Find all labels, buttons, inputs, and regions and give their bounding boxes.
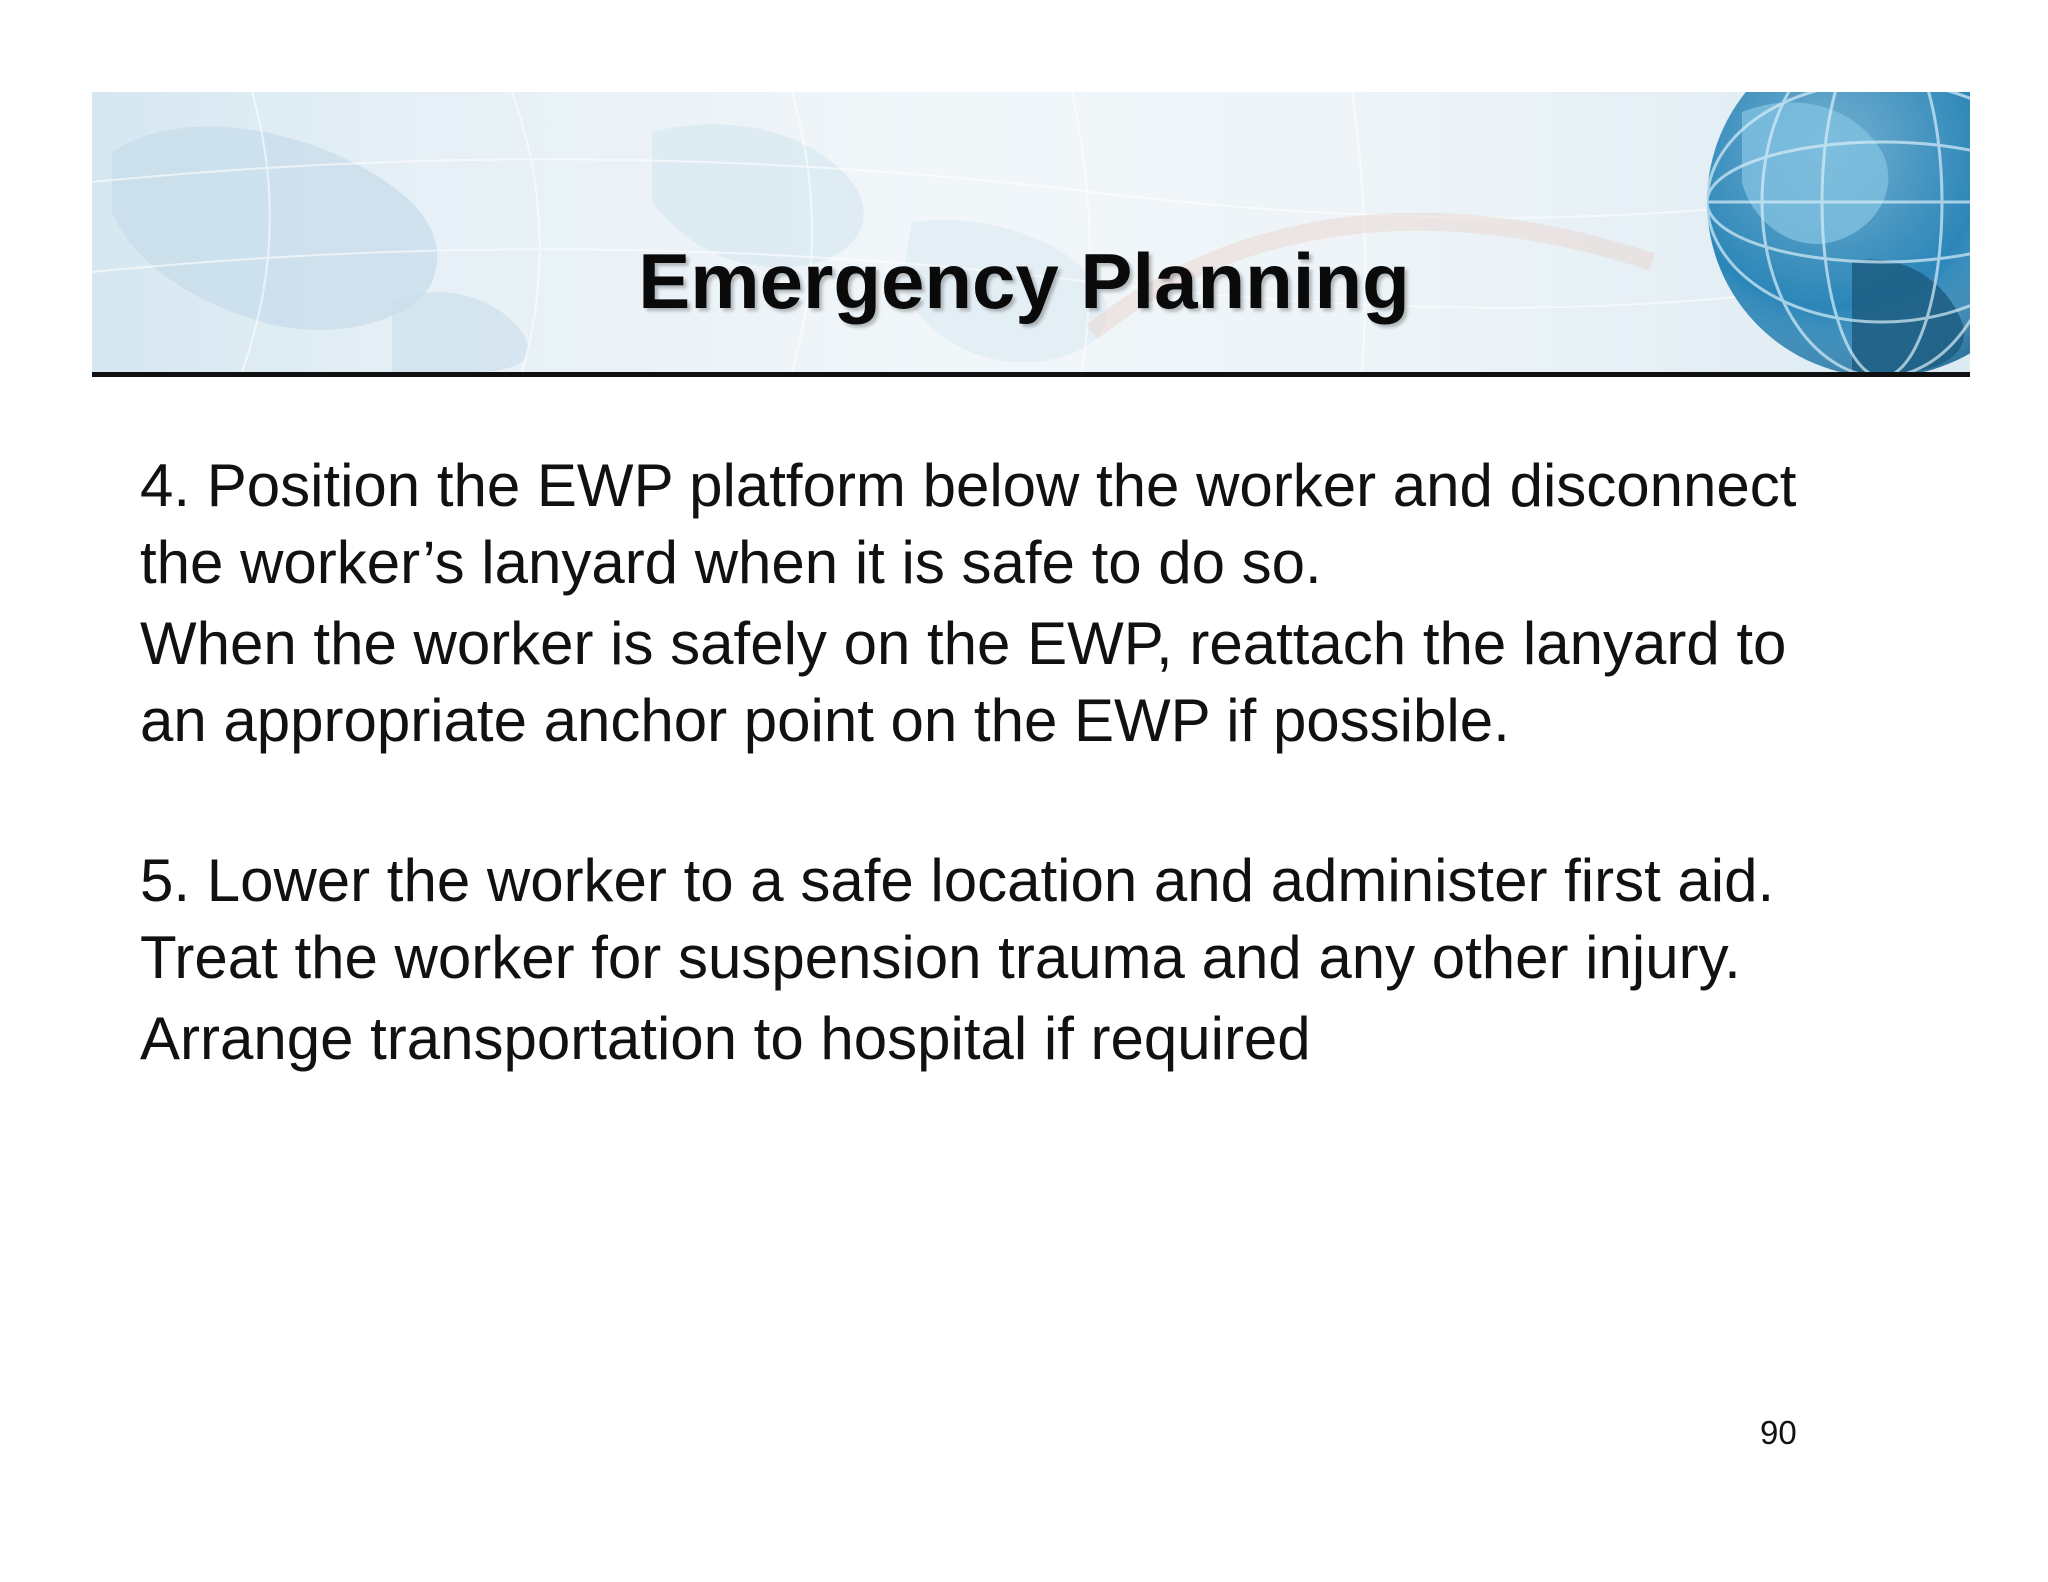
step-4-line-1: 4. Position the EWP platform below the worker and disconnect xyxy=(140,452,1797,519)
globe-icon xyxy=(1707,92,1970,372)
header-band xyxy=(92,92,1970,372)
step-4-line-2: the worker’s lanyard when it is safe to do so. xyxy=(140,529,1322,596)
step-4-line-4: an appropriate anchor point on the EWP if possible. xyxy=(140,687,1510,754)
step-5-line-2: Treat the worker for suspension trauma and any other injury. xyxy=(140,924,1741,991)
slide-title: Emergency Planning xyxy=(638,237,1410,325)
page-number: 90 xyxy=(1760,1414,1797,1451)
world-map-background-image xyxy=(92,92,1970,372)
step-5-line-3: Arrange transportation to hospital if required xyxy=(140,1005,1311,1072)
header-divider xyxy=(92,372,1970,377)
step-4-line-3: When the worker is safely on the EWP, reattach the lanyard to xyxy=(140,610,1787,677)
step-5-line-1: 5. Lower the worker to a safe location and administer first aid. xyxy=(140,847,1775,914)
